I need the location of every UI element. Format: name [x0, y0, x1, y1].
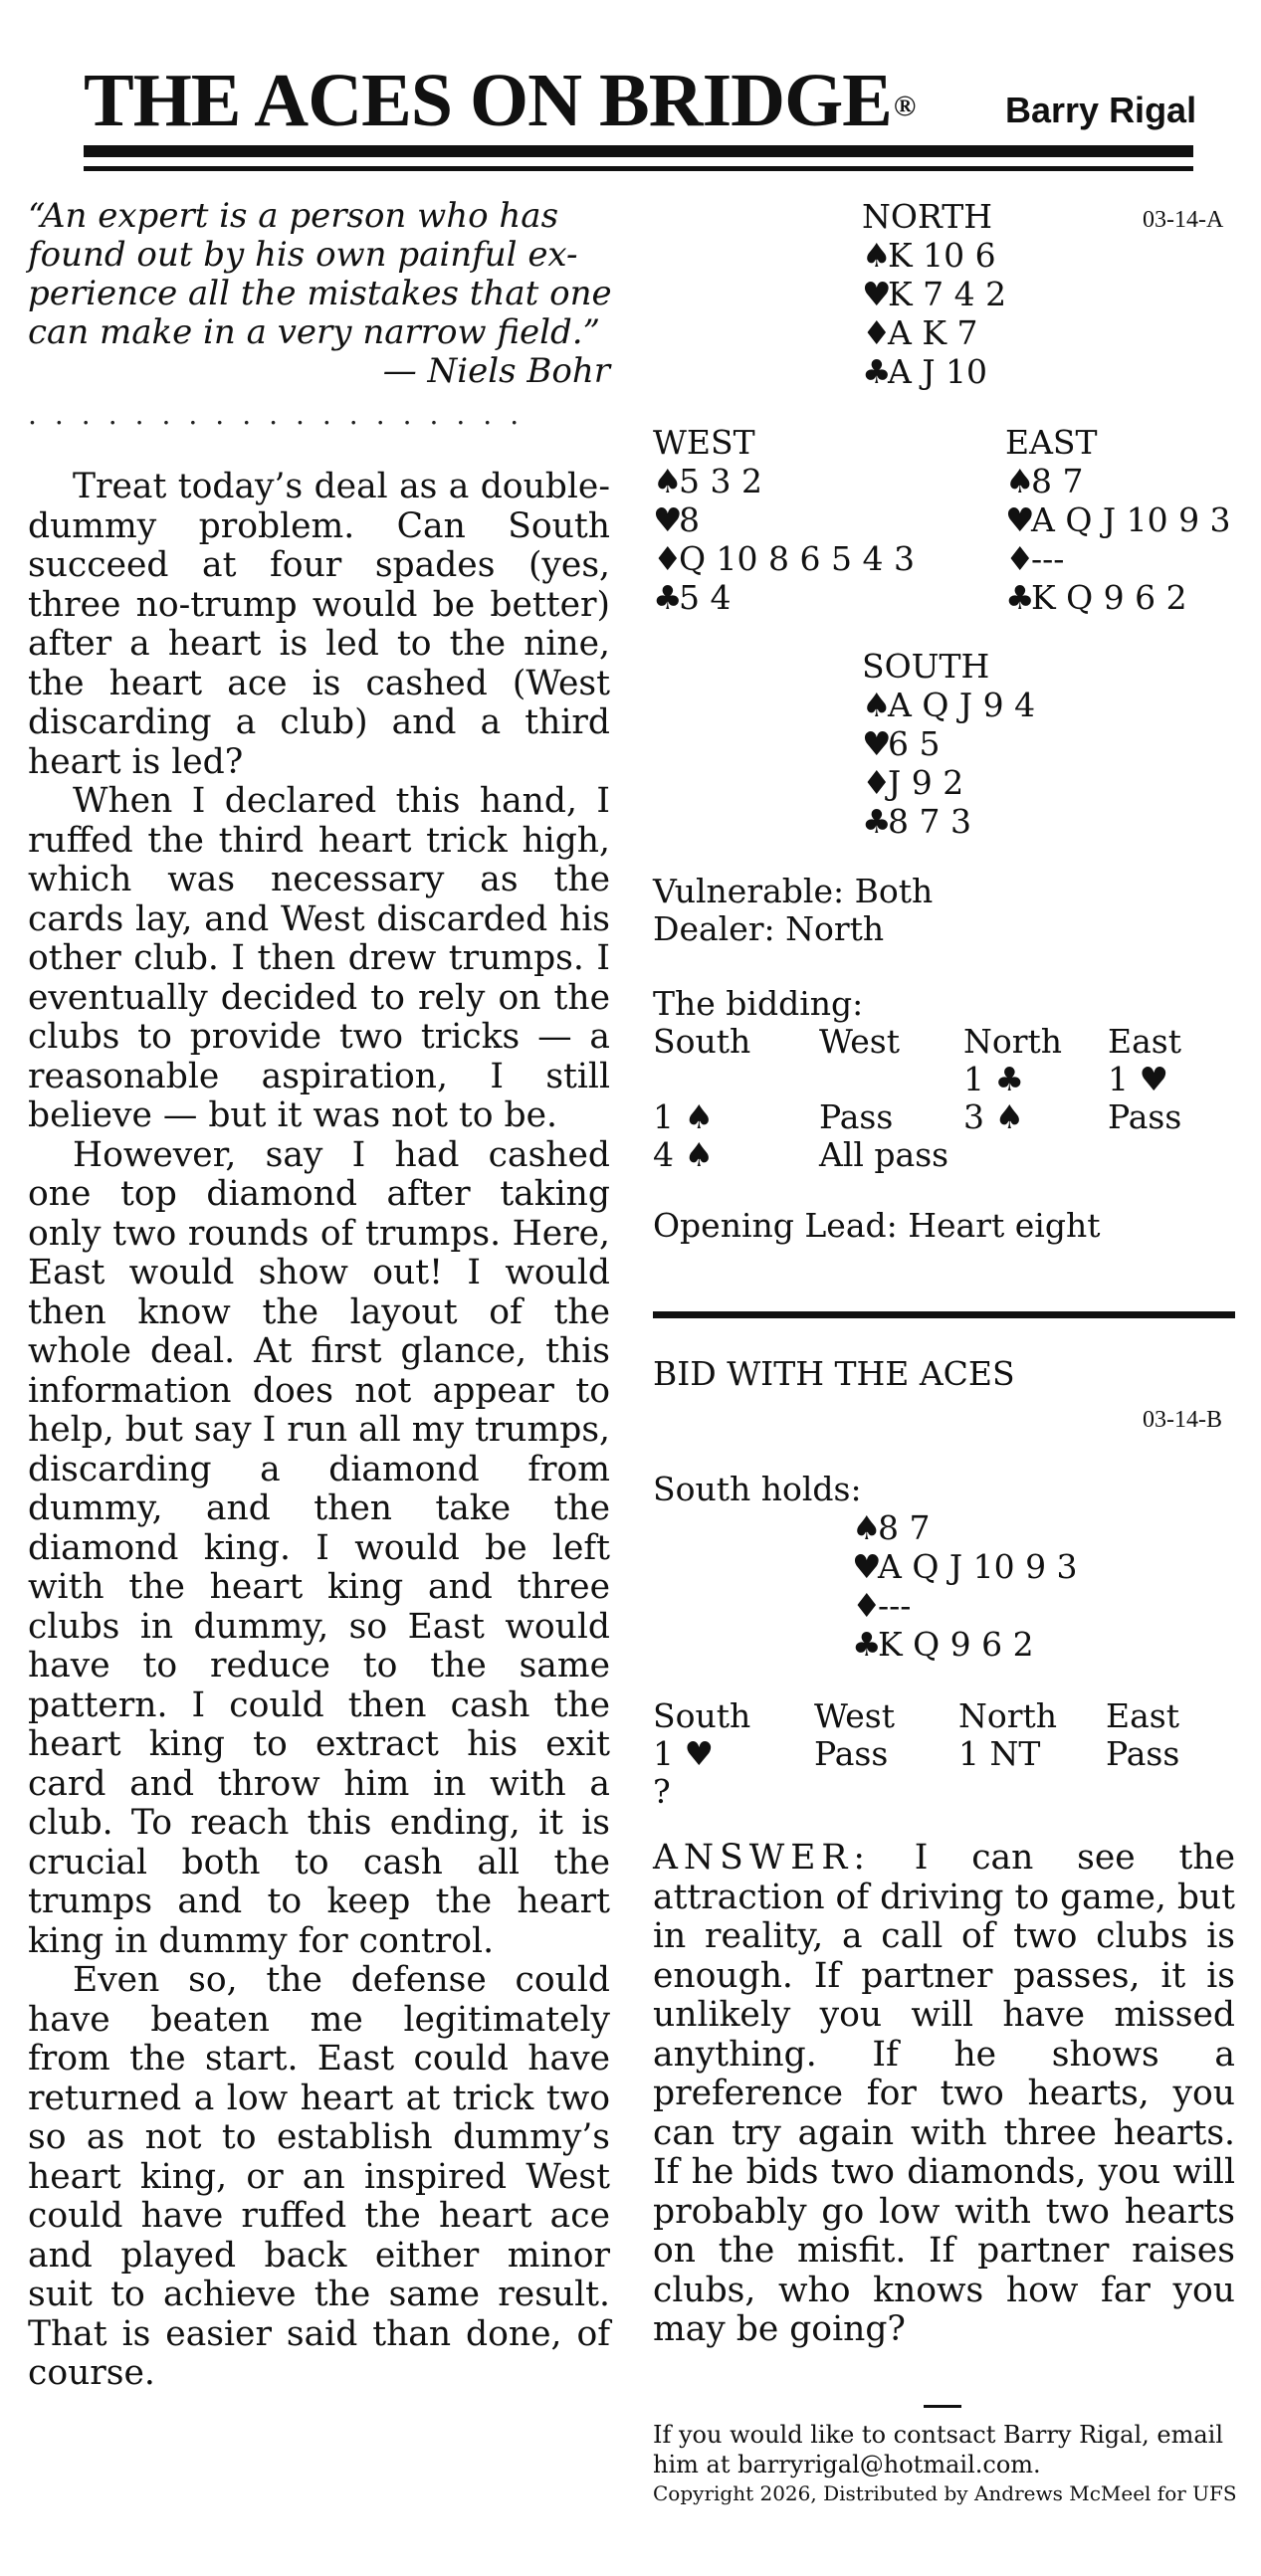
- spade-cards: 8 7: [878, 1508, 931, 1547]
- south-holds-label: South holds:: [653, 1470, 862, 1508]
- spade-icon: ♠: [1005, 462, 1035, 500]
- spade-cards: A Q J 9 4: [888, 686, 1036, 724]
- bid-cell: Pass: [1106, 1734, 1180, 1773]
- bidding-label: The bidding:: [653, 984, 864, 1023]
- column-title: THE ACES ON BRIDGE®: [84, 59, 916, 142]
- diamond-icon: ♦: [653, 539, 683, 578]
- club-cards: K Q 9 6 2: [1031, 578, 1187, 617]
- bid-cell: ?: [653, 1772, 671, 1811]
- bid-cell: [653, 1061, 819, 1098]
- heart-icon: ♥: [1005, 500, 1035, 539]
- bidding-table: [653, 1023, 1247, 1174]
- bid-section-heading: BID WITH THE ACES: [653, 1354, 1015, 1393]
- bid-cell: Pass: [814, 1734, 889, 1773]
- hand-name: SOUTH: [862, 647, 990, 686]
- spade-icon: ♠: [653, 462, 683, 500]
- club-icon: ♣: [862, 802, 892, 841]
- contact-note: If you would like to contsact Barry Rigal, email him at barryrigal@hotmail.com.: [653, 2421, 1224, 2478]
- heart-icon: ♥: [852, 1547, 882, 1586]
- bid-cell: 1 ♣: [963, 1060, 1025, 1098]
- bid-cell: 3 ♠: [963, 1097, 1025, 1136]
- bid-cell: 1 NT: [958, 1734, 1041, 1773]
- footer: [653, 2420, 1250, 2507]
- diamond-cards: A K 7: [888, 313, 978, 352]
- west-hand: [653, 423, 915, 617]
- bid-cell: [1108, 1136, 1247, 1174]
- bidding-header: South: [653, 1022, 751, 1061]
- quote-line: perience all the mistakes that one: [28, 274, 612, 313]
- bid-cell: 4 ♠: [653, 1135, 715, 1174]
- spade-icon: ♠: [852, 1508, 882, 1547]
- spade-icon: ♠: [862, 236, 892, 275]
- club-cards: 5 4: [679, 578, 732, 617]
- bid-cell: 1 ♥: [1108, 1060, 1169, 1098]
- bid-cell: [1106, 1773, 1245, 1811]
- article-paragraph: Even so, the defense could have beaten me legitimately from the start. East could have returned a low heart at trick two so as not to establish dummy’s heart king, or an inspired West could have ruffed the heart ace and played back either minor suit to achieve the same result. That is easier said than done, of course.: [28, 1960, 610, 2393]
- deal-id: 03-14-A: [1143, 207, 1224, 233]
- heart-icon: ♥: [862, 724, 892, 763]
- quote-attribution: — Niels Bohr: [382, 351, 610, 391]
- bid-cell: 1 ♠: [653, 1097, 715, 1136]
- diamond-icon: ♦: [852, 1586, 882, 1625]
- club-icon: ♣: [1005, 578, 1035, 617]
- bid-cell: [958, 1773, 1106, 1811]
- bid-cell: Pass: [819, 1097, 894, 1136]
- bid-problem-table: [653, 1697, 1245, 1811]
- heart-cards: 6 5: [888, 724, 941, 763]
- spade-icon: ♠: [862, 686, 892, 724]
- heart-cards: A Q J 10 9 3: [1031, 500, 1231, 539]
- heart-icon: ♥: [653, 500, 683, 539]
- diamond-cards: ---: [1031, 539, 1065, 578]
- heart-cards: K 7 4 2: [888, 275, 1007, 313]
- hand-name: EAST: [1005, 423, 1098, 462]
- diamond-cards: J 9 2: [888, 763, 964, 802]
- bid-cell: All pass: [819, 1135, 949, 1174]
- bidding-header: East: [1106, 1696, 1179, 1735]
- quote-line: “An expert is a person who has: [28, 196, 559, 236]
- section-divider: [653, 1311, 1235, 1318]
- header-rule-thin: [84, 166, 1193, 171]
- north-hand: [862, 197, 1006, 391]
- bid-cell: [963, 1136, 1108, 1174]
- epigraph-quote: [28, 197, 610, 391]
- bid-cell: 1 ♥: [653, 1734, 715, 1773]
- registered-mark: ®: [893, 90, 916, 122]
- vulnerability: Vulnerable: Both: [653, 872, 934, 910]
- bidding-header: North: [958, 1696, 1058, 1735]
- bidding-header: South: [653, 1696, 751, 1735]
- club-cards: 8 7 3: [888, 802, 971, 841]
- answer-body: I can see the attraction of driving to game, but in reality, a call of two clubs is enough. If partner passes, it is unlikely you will have missed anything. If he shows a preference for two hearts, you can try again with three hearts. If he bids two diamonds, you will probably go low with two hearts on the misfit. If partner raises clubs, who knows how far you may be going?: [653, 1838, 1235, 2349]
- heart-cards: 8: [679, 500, 700, 539]
- diamond-icon: ♦: [1005, 539, 1035, 578]
- answer-lead: ANSWER:: [653, 1838, 871, 1878]
- diamond-icon: ♦: [862, 313, 892, 352]
- bidding-header: East: [1108, 1022, 1181, 1061]
- bidding-header: West: [814, 1696, 895, 1735]
- heart-icon: ♥: [862, 275, 892, 313]
- heart-cards: A Q J 10 9 3: [878, 1547, 1078, 1586]
- spade-cards: K 10 6: [888, 236, 996, 275]
- answer-text: [653, 1839, 1235, 2350]
- club-cards: A J 10: [888, 352, 988, 391]
- dealer: Dealer: North: [653, 909, 885, 948]
- author-byline: Barry Rigal: [1005, 90, 1197, 130]
- spade-cards: 8 7: [1031, 462, 1084, 500]
- bid-cell: [819, 1061, 963, 1098]
- quote-line: can make in a very narrow field.”: [28, 312, 600, 352]
- diamond-icon: ♦: [862, 763, 892, 802]
- club-cards: K Q 9 6 2: [878, 1625, 1034, 1664]
- bid-problem-id: 03-14-B: [1143, 1407, 1222, 1433]
- diamond-cards: ---: [878, 1586, 912, 1625]
- bidding-header: West: [819, 1022, 900, 1061]
- copyright: Copyright 2026, Distributed by Andrews McMeel for UFS: [653, 2481, 1237, 2505]
- hand-name: WEST: [653, 423, 755, 462]
- article-paragraph: However, say I had cashed one top diamond after taking only two rounds of trumps. Here, East would show out! I would then know the layout of the whole deal. At first glance, this information does not appear to help, but say I run all my trumps, discarding a diamond from dummy, and then take the diamond king. I would be left with the heart king and three clubs in dummy, so East would have to reduce to the same pattern. I could then cash the heart king to extract his exit card and throw him in with a club. To reach this ending, it is crucial both to cash all the trumps and to keep the heart king in dummy for control.: [28, 1134, 610, 1961]
- article-paragraph: Treat today’s deal as a double-dummy problem. Can South succeed at four spades (yes, three no-trump would be better) after a heart is led to the nine, the heart ace is cashed (West discarding a club) and a third heart is led?: [28, 467, 610, 782]
- footer-dash: [924, 2405, 961, 2408]
- south-hand: [862, 647, 1035, 841]
- dotted-separator: ...................: [28, 398, 537, 431]
- quote-line: found out by his own painful ex-: [28, 235, 578, 275]
- bid-problem-hand: [852, 1508, 1078, 1664]
- club-icon: ♣: [852, 1625, 882, 1664]
- club-icon: ♣: [862, 352, 892, 391]
- article-paragraph: When I declared this hand, I ruffed the third heart trick high, which was necessary as the cards lay, and West discarded his other club. I then drew trumps. I eventually decided to rely on the clubs to provide two tricks — a reasonable aspiration, I still believe — but it was not to be.: [28, 781, 610, 1135]
- bid-cell: Pass: [1108, 1097, 1182, 1136]
- bidding-header: North: [963, 1022, 1063, 1061]
- bid-cell: [814, 1773, 958, 1811]
- article-body: [28, 468, 610, 2394]
- spade-cards: 5 3 2: [679, 462, 762, 500]
- opening-lead: Opening Lead: Heart eight: [653, 1206, 1101, 1245]
- diamond-cards: Q 10 8 6 5 4 3: [679, 539, 915, 578]
- club-icon: ♣: [653, 578, 683, 617]
- hand-name: NORTH: [862, 197, 992, 236]
- east-hand: [1005, 423, 1231, 617]
- header-rule-thick: [84, 145, 1193, 157]
